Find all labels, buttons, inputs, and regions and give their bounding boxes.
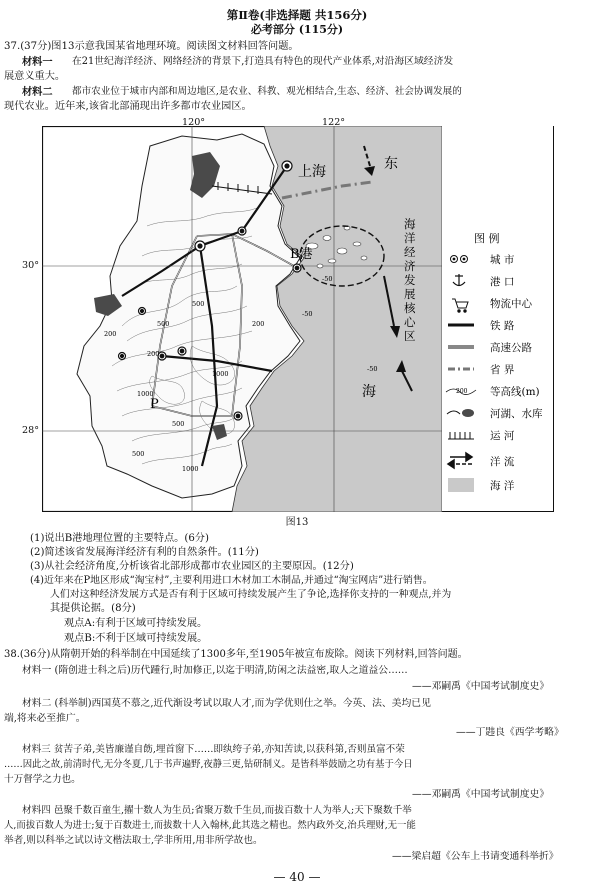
q38-material3-line3: 十万督学之力也。 <box>4 774 81 785</box>
legend-logistics-label: 物流中心 <box>490 298 532 310</box>
b-port-label: B港 <box>290 247 313 262</box>
legend-city-label: 城 市 <box>490 254 515 266</box>
contour-label: 500 <box>192 300 205 308</box>
q37-view-b: 观点B:不利于区域可持续发展。 <box>64 633 208 644</box>
q37-sub3: (3)从社会经济角度,分析该省北部形成都市农业园区的主要原因。(12分) <box>30 561 354 572</box>
q37-material2-line1: 都市农业位于城市内部和周边地区,是农业、科教、观光相结合,生态、经济、社会协调发展的 <box>72 86 462 97</box>
q38-material2-line1: 材料二 (科举制)西国莫不慕之,近代渐设考试以取人才,而为学优则仕之举。今英、法、美均已见 <box>22 698 431 709</box>
svg-text:济: 济 <box>404 259 416 273</box>
q37-material1-line1: 在21世纪海洋经济、网络经济的背景下,打造具有特色的现代产业体系,对沿海区域经济发 <box>72 56 454 67</box>
svg-text:展: 展 <box>404 287 416 301</box>
q38-material4-line2: 人,而拔百数人为进士;复于百数进士,而拔数十人入翰林,此其选之精也。然内政外交,治兵理财,无一能 <box>4 820 416 831</box>
ocean-icon <box>448 478 474 492</box>
q37-view-a: 观点A:有利于区域可持续发展。 <box>64 618 208 629</box>
legend-highway-label: 高速公路 <box>490 342 532 354</box>
contour-label: 200 <box>252 320 265 328</box>
legend-ocean-label: 海 洋 <box>490 480 515 492</box>
q38-material3-line1: 材料三 贫苦子弟,美皆廉谨自飭,埋首窗下……即纨绔子弟,亦知苦读,以获科第,否则虽富不荣 <box>22 744 405 755</box>
contour-label: 500 <box>132 450 145 458</box>
svg-text:洋: 洋 <box>404 231 416 245</box>
q37-sub1: (1)说出B港地理位置的主要特点。(6分) <box>30 533 209 544</box>
legend-lake-label: 河湖、水库 <box>490 408 543 420</box>
page-number: — 40 — <box>273 870 321 884</box>
section-title: 第Ⅱ卷(非选择题 共156分) <box>226 8 368 22</box>
q37-sub4-line1: (4)近年来在P地区形成“淘宝村”,主要利用进口木材加工木制品,并通过“淘宝网店”进行销售。 <box>30 575 433 586</box>
contour-label: -50 <box>302 310 313 318</box>
q37-material2-line2: 现代农业。近年来,该省北部涌现出许多都市农业园区。 <box>4 101 252 112</box>
shanghai-label: 上海 <box>298 164 326 180</box>
svg-text:核: 核 <box>404 301 416 315</box>
q38-material1-source: ——邓嗣禹《中国考试制度史》 <box>412 681 550 692</box>
section-subtitle: 必考部分 (115分) <box>250 23 344 36</box>
legend-title: 图 例 <box>474 232 500 245</box>
p-label: P <box>150 397 159 412</box>
q37-sub2: (2)简述该省发展海洋经济有利的自然条件。(11分) <box>30 547 259 558</box>
contour-label: -50 <box>322 275 333 283</box>
svg-text:区: 区 <box>404 329 416 343</box>
q38-material4-line1: 材料四 邑聚千数百童生,擢十数人为生员;省聚万数千生员,而拔百数十人为举人;天下聚数千举 <box>22 805 412 816</box>
contour-label: 200 <box>104 330 117 338</box>
legend-contour-label: 等高线(m) <box>490 386 540 398</box>
q37-intro: 37.(37分)图13示意我国某省地理环境。阅读图文材料回答问题。 <box>4 41 299 52</box>
contour-label: 500 <box>172 420 185 428</box>
province-map-figure <box>42 126 554 512</box>
sea-label: 海 <box>362 384 376 400</box>
figure-caption: 图13 <box>285 517 309 528</box>
svg-text:海: 海 <box>404 217 416 231</box>
q38-intro: 38.(36分)从隋朝开始的科举制在中国延续了1300多年,至1905年被宣布废除。阅读下列材料,回答问题。 <box>4 649 468 660</box>
contour-label: 200 <box>147 350 160 358</box>
svg-text:200: 200 <box>456 388 468 395</box>
q37-sub4-line3: 其提供论据。(8分) <box>50 603 136 614</box>
lat-28-label: 28° <box>22 425 40 436</box>
q37-material1-label: 材料一 <box>22 56 53 68</box>
lat-30-label: 30° <box>22 260 40 271</box>
svg-text:经: 经 <box>404 245 416 259</box>
legend-port-label: 港 口 <box>490 276 515 288</box>
lon-122-label: 122° <box>322 117 346 128</box>
legend-boundary-label: 省 界 <box>490 364 515 376</box>
q38-material3-line2: ……因此之故,前清时代,无分冬夏,几于书声遍野,夜静三更,钻研制义。是皆科举鼓励之功有基于今日 <box>4 759 413 770</box>
legend-railway-label: 铁 路 <box>490 320 515 332</box>
q38-material4-source: ——梁启超《公车上书请变通科举折》 <box>392 851 559 862</box>
contour-label: 1000 <box>137 390 154 398</box>
q37-material2-label: 材料二 <box>22 86 53 98</box>
q37-sub4-line2: 人们对这种经济发展方式是否有利于区域可持续发展产生了争论,选择你支持的一种观点,并为 <box>50 589 452 600</box>
q38-material2-line2: 端,将来必至推广。 <box>4 713 86 724</box>
core-zone-label <box>404 217 416 343</box>
lon-120-label: 120° <box>182 117 206 128</box>
q38-material2-source: ——丁韪良《西学考略》 <box>456 727 564 738</box>
q38-material4-line3: 举者,则以科举之试以诗文楷法取士,学非所用,用非所学故也。 <box>4 835 263 846</box>
contour-label: -50 <box>367 365 378 373</box>
east-label: 东 <box>384 156 398 172</box>
legend-current-label: 洋 流 <box>490 456 515 468</box>
contour-label: 1000 <box>212 370 229 378</box>
q38-material1: 材料一 (隋创进士科之后)历代踵行,时加修正,以迄于明清,防闲之法益密,取人之道益公…… <box>22 665 408 676</box>
q38-material3-source: ——邓嗣禹《中国考试制度史》 <box>412 789 550 800</box>
svg-text:心: 心 <box>404 315 416 329</box>
contour-label: 1000 <box>182 465 199 473</box>
contour-label: 500 <box>157 320 170 328</box>
q37-material1-line2: 展意义重大。 <box>4 71 66 82</box>
svg-text:发: 发 <box>404 273 416 287</box>
legend-canal-label: 运 河 <box>490 430 515 442</box>
